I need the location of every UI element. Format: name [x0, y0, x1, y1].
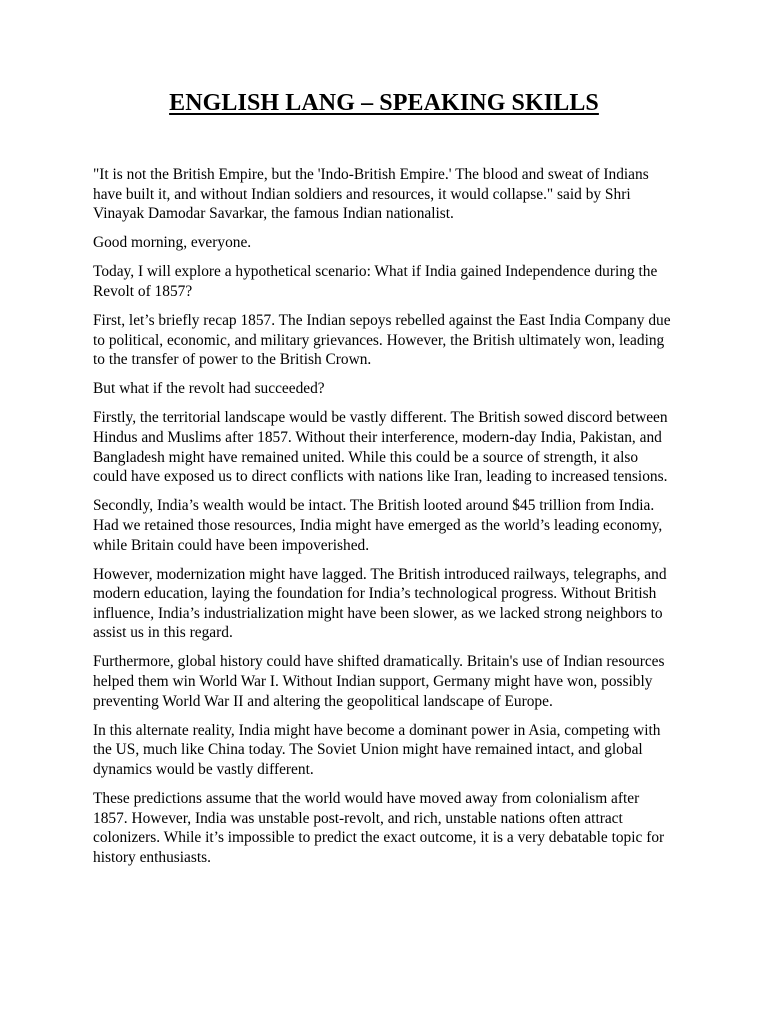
paragraph-greeting: Good morning, everyone.: [93, 234, 252, 252]
paragraph-recap: First, let’s briefly recap 1857. The Indian sepoys rebelled against the East India Company due to political, economic, and military grievances. However, the British ultimately won, leading to the transfer of power to the British Crown.: [93, 312, 671, 369]
paragraph-global-history: Furthermore, global history could have shifted dramatically. Britain's use of Indian resources helped them win World War I. Without Indian support, Germany might have won, possibly preventing World War II and altering the geopolitical landscape of Europe.: [93, 653, 665, 710]
paragraph-introduction: Today, I will explore a hypothetical scenario: What if India gained Independence during the Revolt of 1857?: [93, 263, 658, 300]
paragraph-alternate-reality: In this alternate reality, India might have become a dominant power in Asia, competing with the US, much like China today. The Soviet Union might have remained intact, and global dynamics would be vastly different.: [93, 721, 661, 778]
document-title: ENGLISH LANG – SPEAKING SKILLS: [169, 90, 599, 116]
document-page: [93, 86, 675, 877]
paragraph-question: But what if the revolt had succeeded?: [93, 380, 325, 398]
paragraph-modernization: However, modernization might have lagged. The British introduced railways, telegraphs, and modern education, laying the foundation for India’s technological progress. Without British influence, India’s industrialization might have been slower, as we lacked strong neighbors to assist us in this regard.: [93, 565, 667, 642]
paragraph-wealth: Secondly, India’s wealth would be intact. The British looted around $45 trillion from India. Had we retained those resources, India might have emerged as the world’s leading economy, while Britain could have been impoverished.: [93, 497, 663, 554]
paragraph-quote: "It is not the British Empire, but the 'Indo-British Empire.' The blood and sweat of Indians have built it, and without Indian soldiers and resources, it would collapse." said by Shri Vinayak Damodar Savarkar, the famous Indian nationalist.: [93, 166, 649, 223]
paragraph-conclusion: These predictions assume that the world would have moved away from colonialism after 1857. However, India was unstable post-revolt, and rich, unstable nations often attract colonizers. While it’s impossible to predict the exact outcome, it is a very debatable topic for history enthusiasts.: [93, 790, 665, 866]
paragraph-territory: Firstly, the territorial landscape would be vastly different. The British sowed discord between Hindus and Muslims after 1857. Without their interference, modern-day India, Pakistan, and Bangladesh might have remained united. While this could be a source of strength, it also could have exposed us to direct conflicts with nations like Iran, leading to increased tensions.: [93, 409, 668, 486]
